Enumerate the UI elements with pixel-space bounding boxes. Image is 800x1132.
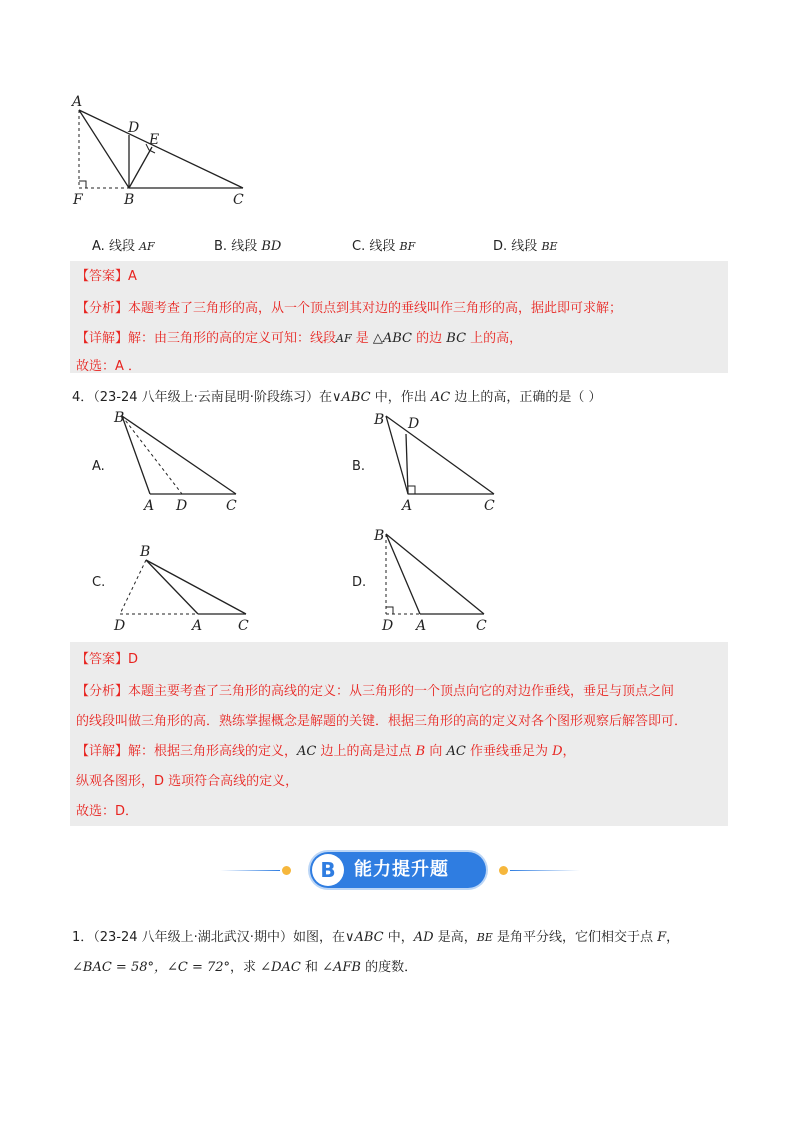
q4a-label-B: B (114, 410, 125, 426)
q4-stem-text: 4．（23-24 八年级上·云南昆明·阶段练习）在 (72, 390, 332, 405)
q4-answer-box (70, 642, 728, 826)
p1-text: 中， (383, 930, 414, 945)
detail-text: 作垂线垂足为 (465, 744, 553, 759)
q3-option-d (493, 235, 558, 254)
header-line-right (510, 870, 580, 871)
answer-tag: 【答案】 (76, 269, 129, 284)
detail-math: D (552, 744, 563, 759)
analysis-text: 本题主要考查了三角形的高线的定义：从三角形的一个顶点向它的对边作垂线，垂足与顶点之间 (128, 684, 675, 699)
analysis-text: 的线段叫做三角形的高．熟练掌握概念是解题的关键．根据三角形的高的定义对各个图形观察后解答即可． (76, 714, 688, 729)
q4-figure-c (110, 540, 260, 636)
option-letter: A. (92, 239, 105, 254)
q3-label-B: B (124, 192, 135, 208)
p1-math: ∠BAC = 58°，∠C = 72° (72, 960, 231, 975)
q3-option-b (214, 235, 281, 254)
q4d-label-C: C (476, 618, 487, 634)
q3-choose-line (76, 355, 141, 374)
q4c-label-D: D (114, 618, 126, 634)
q4d-label-A: A (416, 618, 427, 634)
q4c-label-A: A (192, 618, 203, 634)
analysis-tag: 【分析】 (76, 301, 129, 316)
header-dot-right (499, 866, 508, 875)
option-math: BE (541, 240, 558, 253)
analysis-text: 本题考查了三角形的高，从一个顶点到其对边的垂线叫作三角形的高，据此即可求解； (128, 301, 623, 316)
q4-stem-math: ∨ABC (331, 390, 371, 405)
option-math: BD (261, 239, 282, 254)
p1-math: F (657, 930, 667, 945)
option-letter: D. (493, 239, 508, 254)
detail-text: 解：根据三角形高线的定义， (128, 744, 298, 759)
q4-figure-a (112, 408, 252, 514)
choose-text: 故选：D． (76, 804, 139, 819)
option-text: 线段 (231, 239, 258, 254)
q4a-label-A: A (144, 498, 155, 514)
p1-math: BE (476, 931, 493, 944)
option-letter: B. (214, 239, 228, 254)
q4-opt-d-label: D. (352, 575, 367, 590)
q4b-label-A: A (402, 498, 413, 514)
q4c-label-C: C (238, 618, 249, 634)
q4a-label-D: D (176, 498, 188, 514)
detail-text: 上的高， (466, 331, 523, 346)
detail-text: 向 (425, 744, 447, 759)
option-math: BF (399, 240, 416, 253)
q4-opt-a-label: A. (92, 459, 105, 474)
detail-text: ， (562, 744, 576, 759)
q3-figure (60, 92, 260, 210)
option-text: 线段 (369, 239, 396, 254)
detail-math: BC (446, 331, 467, 346)
q4-figure-d (372, 522, 502, 636)
q4b-label-B: B (374, 412, 385, 428)
q3-label-C: C (233, 192, 244, 208)
q4-analysis-line-2 (76, 710, 687, 729)
answer-value: D (128, 652, 139, 667)
q3-detail-line (76, 327, 522, 346)
q4-detail-line-2 (76, 770, 298, 789)
option-text: 线段 (511, 239, 538, 254)
detail-text: 边上的高是过点 (316, 744, 416, 759)
detail-tag: 【详解】 (76, 331, 129, 346)
q3-answer-line (76, 265, 137, 284)
q3-option-a (92, 235, 155, 254)
detail-math: AC (446, 744, 466, 759)
q4-detail-line (76, 740, 576, 759)
q4b-label-C: C (484, 498, 495, 514)
p1-text: ，求 (230, 960, 261, 975)
q4b-label-D: D (408, 416, 420, 432)
section-header (220, 850, 580, 890)
detail-math: AC (297, 744, 317, 759)
choose-text: 故选：A ． (76, 359, 142, 374)
p1-math: ∠AFB (322, 960, 361, 975)
q4a-label-C: C (226, 498, 237, 514)
q4-stem-text: 边上的高，正确的是（ ） (450, 390, 602, 405)
detail-math: B (415, 744, 426, 759)
q4-figure-b (370, 408, 510, 514)
p1-text: ， (666, 930, 680, 945)
header-line-left (220, 870, 280, 871)
header-badge-letter: B (320, 858, 336, 882)
q4-stem-math: AC (430, 390, 451, 405)
detail-math: △ABC (372, 331, 413, 346)
detail-text: 纵观各图形，D 选项符合高线的定义， (76, 774, 299, 789)
header-title: 能力提升题 (354, 859, 449, 880)
analysis-tag: 【分析】 (76, 684, 129, 699)
header-dot-left (282, 866, 291, 875)
q3-label-D: D (128, 120, 140, 136)
q3-option-c (352, 235, 415, 254)
q4-stem-text: 中，作出 (370, 390, 431, 405)
q4-analysis-line-1 (76, 680, 674, 699)
detail-math: AF (336, 332, 352, 345)
q3-label-A: A (72, 94, 83, 110)
p1-line-1 (72, 926, 679, 945)
p1-line-2 (72, 956, 417, 975)
q4-answer-line (76, 648, 138, 667)
q4-choose-line (76, 800, 138, 819)
q4-opt-b-label: B. (352, 459, 366, 474)
q3-analysis-line (76, 297, 622, 316)
q4c-label-B: B (140, 544, 151, 560)
p1-math: AD (413, 930, 434, 945)
q4-opt-c-label: C. (92, 575, 106, 590)
detail-text: 解：由三角形的高的定义可知：线段 (128, 331, 337, 346)
q4d-label-B: B (374, 528, 385, 544)
q3-label-E: E (149, 132, 160, 148)
p1-math: ∨ABC (344, 930, 384, 945)
p1-text: 是高， (433, 930, 477, 945)
p1-text: 的度数． (360, 960, 418, 975)
q3-answer-box (70, 261, 728, 373)
p1-text: 是角平分线，它们相交于点 (492, 930, 658, 945)
p1-text: 1．（23-24 八年级上·湖北武汉·期中）如图，在 (72, 930, 345, 945)
option-letter: C. (352, 239, 366, 254)
detail-text: 是 (351, 331, 373, 346)
p1-text: 和 (300, 960, 323, 975)
q4d-label-D: D (382, 618, 394, 634)
answer-tag: 【答案】 (76, 652, 129, 667)
answer-value: A (128, 269, 137, 284)
option-text: 线段 (108, 239, 135, 254)
option-math: AF (139, 240, 155, 253)
detail-tag: 【详解】 (76, 744, 129, 759)
q4-stem (72, 386, 601, 405)
p1-math: ∠DAC (260, 960, 301, 975)
q3-label-F: F (73, 192, 83, 208)
detail-text: 的边 (412, 331, 447, 346)
